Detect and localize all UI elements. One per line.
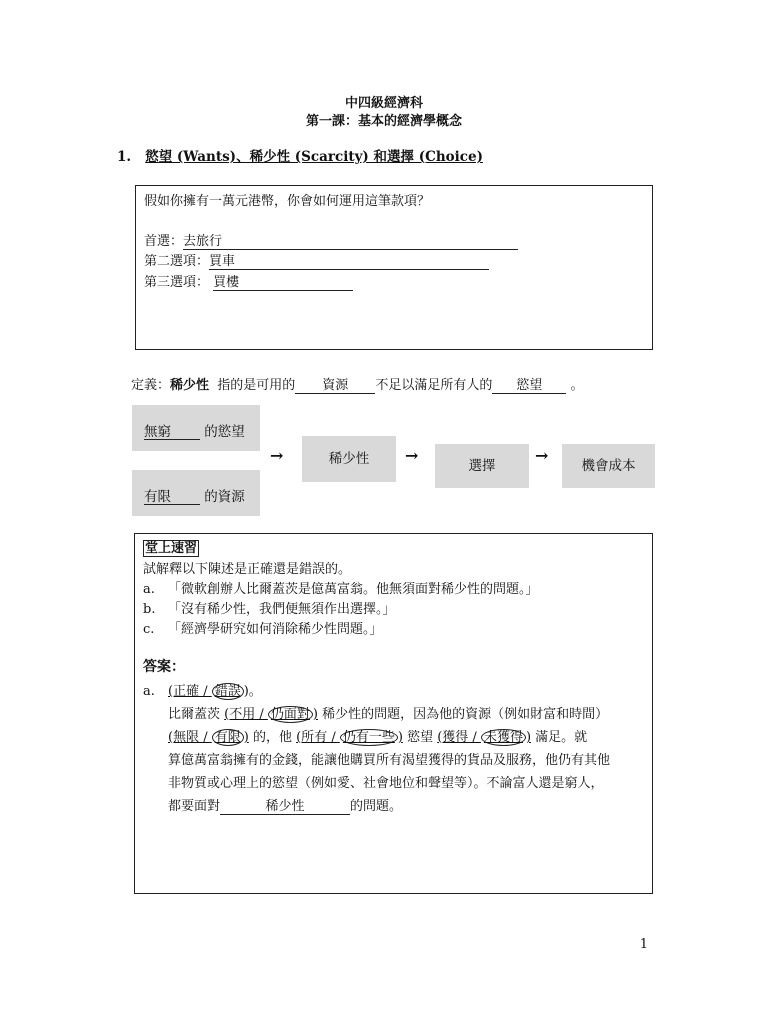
wants-box	[132, 405, 260, 451]
exercise-box	[135, 185, 653, 350]
arrow-icon: →	[270, 446, 284, 465]
wants-text: 的慾望	[204, 424, 245, 440]
scarcity-box: 稀少性	[302, 436, 396, 482]
definition-end: 。	[570, 378, 584, 393]
opportunity-cost-box: 機會成本	[562, 444, 655, 488]
choice-2	[144, 250, 489, 270]
course-title: 中四級經濟科	[344, 96, 423, 111]
section-title: 慾望 (Wants)、稀少性 (Scarcity) 和選擇 (Choice)	[145, 149, 483, 165]
definition-text-1: 指的是可用的	[217, 378, 296, 393]
practice-heading: 堂上速習	[145, 541, 198, 556]
answer-line-2: (無限 / 有限 ) 的，他 (所有 / 仍有一些 ) 慾望 (獲得 / 未獲得 ) 滿足。就	[168, 730, 588, 745]
resources-blank: 有限	[144, 490, 200, 505]
answer-a: a. (正確 / 錯誤 )。	[143, 684, 262, 699]
page-number: 1	[639, 937, 648, 952]
choice-2-value: 買車	[209, 255, 489, 270]
choice-1-label: 首選：	[144, 234, 184, 249]
definition-prefix: 定義：	[131, 378, 171, 393]
arrow-icon: →	[405, 446, 419, 465]
practice-item-c: c. 「經濟學研究如何消除稀少性問題。」	[143, 622, 383, 637]
exercise-question: 假如你擁有一萬元港幣，你會如何運用這筆款項？	[144, 194, 431, 209]
definition-term: 稀少性	[170, 378, 210, 393]
definition	[131, 374, 583, 394]
arrow-icon: →	[535, 446, 549, 465]
answer-line-1: 比爾蓋茨 (不用 / 仍面對 ) 稀少性的問題，因為他的資源（例如財富和時間）	[168, 707, 609, 722]
choice-3-label: 第三選項：	[144, 275, 210, 290]
wants-blank: 無窮	[144, 425, 200, 440]
choice-1	[144, 230, 518, 250]
answer-line-3: 算億萬富翁擁有的金錢，能讓他購買所有渴望獲得的貨品及服務，他仍有其他	[168, 753, 611, 768]
definition-blank-resources: 資源	[295, 379, 375, 394]
answer-heading: 答案：	[143, 659, 185, 675]
scarcity-blank: 稀少性	[220, 800, 350, 815]
choice-1-value: 去旅行	[183, 235, 518, 250]
resources-text: 的資源	[204, 489, 245, 505]
practice-instruction: 試解釋以下陳述是正確還是錯誤的。	[143, 562, 352, 577]
answer-line-5: 都要面對 稀少性 的問題。	[168, 799, 403, 814]
circled-answer: 錯誤	[212, 683, 244, 700]
choice-box: 選擇	[435, 444, 529, 488]
practice-box	[134, 533, 653, 894]
resources-box	[132, 470, 260, 516]
choice-2-label: 第二選項：	[144, 254, 210, 269]
definition-text-2: 不足以滿足所有人的	[375, 378, 493, 393]
practice-item-a: a. 「微軟創辦人比爾蓋茨是億萬富翁。他無須面對稀少性的問題。」	[143, 582, 539, 597]
choice-3	[144, 271, 353, 291]
section-heading	[117, 145, 483, 165]
answer-line-4: 非物質或心理上的慾望（例如愛、社會地位和聲望等）。不論富人還是窮人，	[168, 776, 604, 791]
definition-blank-wants: 慾望	[492, 379, 566, 394]
lesson-title: 第一課：基本的經濟學概念	[305, 114, 462, 129]
section-number: 1.	[117, 149, 132, 165]
choice-3-value: 買樓	[213, 276, 353, 291]
practice-item-b: b. 「沒有稀少性，我們便無須作出選擇。」	[143, 602, 396, 617]
